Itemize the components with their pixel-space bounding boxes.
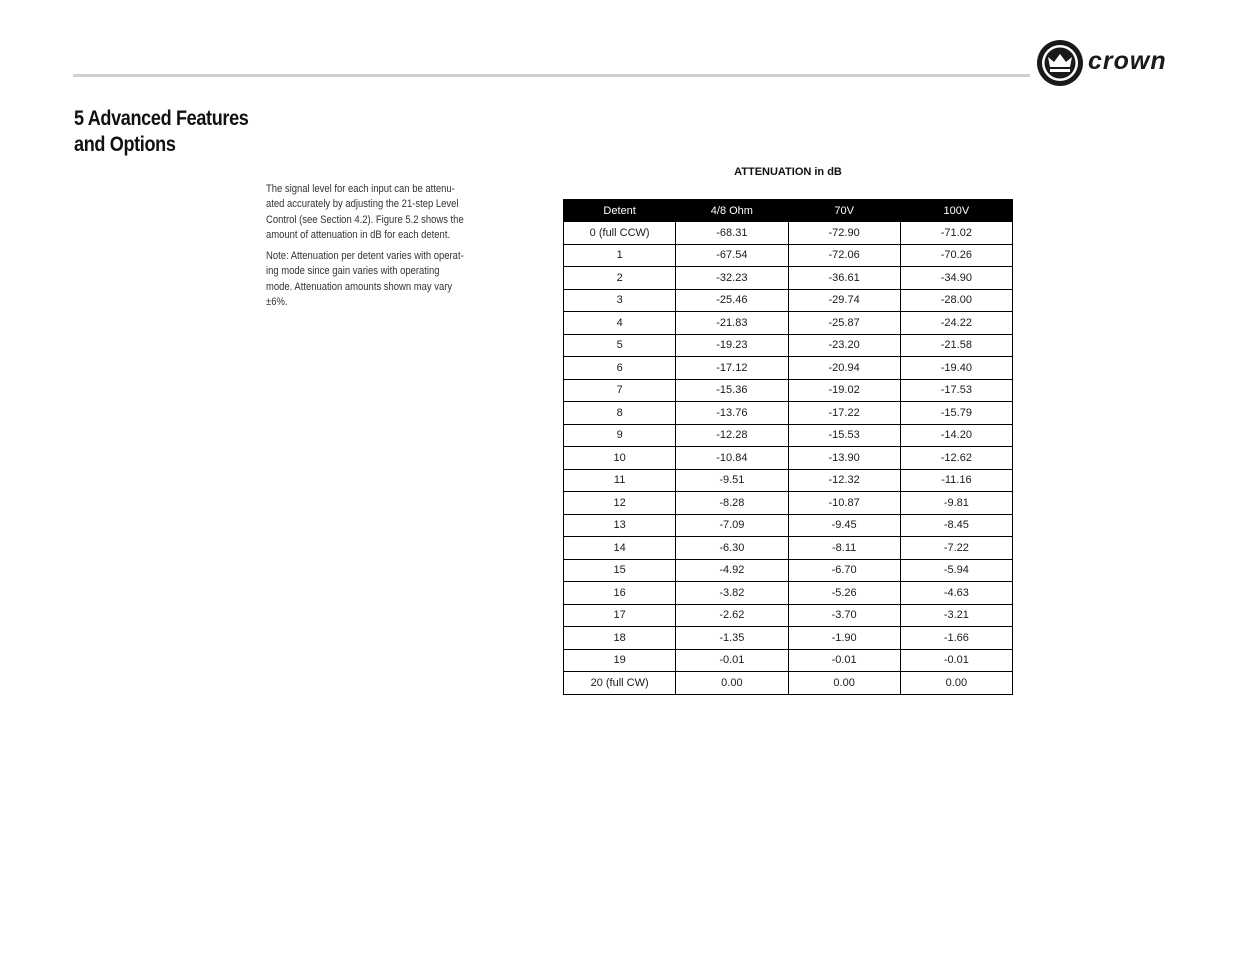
table-cell: -17.12 xyxy=(676,357,788,380)
intro-line: amount of attenuation in dB for each detent. xyxy=(266,228,451,241)
intro-paragraph xyxy=(266,182,468,243)
table-row xyxy=(564,424,1013,447)
intro-line: ated accurately by adjusting the 21-step Level xyxy=(266,198,459,211)
table-cell: -19.23 xyxy=(676,334,788,357)
table-cell: -4.92 xyxy=(676,559,788,582)
table-cell: -11.16 xyxy=(900,469,1012,492)
table-row xyxy=(564,469,1013,492)
column-header-100v: 100V xyxy=(900,200,1012,222)
table-cell: -1.35 xyxy=(676,627,788,650)
table-cell: -15.53 xyxy=(788,424,900,447)
table-cell: -23.20 xyxy=(788,334,900,357)
table-row xyxy=(564,514,1013,537)
crown-emblem-icon xyxy=(1036,39,1084,87)
table-cell: 11 xyxy=(564,469,676,492)
table-cell: -68.31 xyxy=(676,222,788,245)
table-cell: -12.32 xyxy=(788,469,900,492)
table-row xyxy=(564,537,1013,560)
table-row xyxy=(564,289,1013,312)
table-cell: -0.01 xyxy=(788,649,900,672)
table-cell: -25.46 xyxy=(676,289,788,312)
table-cell: -5.94 xyxy=(900,559,1012,582)
table-row xyxy=(564,447,1013,470)
table-cell: 2 xyxy=(564,267,676,290)
table-cell: -67.54 xyxy=(676,244,788,267)
table-cell: -6.70 xyxy=(788,559,900,582)
table-cell: 10 xyxy=(564,447,676,470)
table-body xyxy=(564,222,1013,695)
table-cell: 5 xyxy=(564,334,676,357)
column-header-70v: 70V xyxy=(788,200,900,222)
table-cell: -0.01 xyxy=(676,649,788,672)
table-cell: -9.81 xyxy=(900,492,1012,515)
table-cell: 0 (full CCW) xyxy=(564,222,676,245)
table-cell: -7.09 xyxy=(676,514,788,537)
table-cell: -13.90 xyxy=(788,447,900,470)
table-cell: -1.66 xyxy=(900,627,1012,650)
table-row xyxy=(564,244,1013,267)
table-row xyxy=(564,559,1013,582)
table-row xyxy=(564,312,1013,335)
table-cell: -12.62 xyxy=(900,447,1012,470)
note-line: ing mode since gain varies with operating xyxy=(266,265,440,278)
table-cell: -8.11 xyxy=(788,537,900,560)
table-row xyxy=(564,379,1013,402)
table-cell: 0.00 xyxy=(676,672,788,695)
table-cell: -8.28 xyxy=(676,492,788,515)
table-cell: -13.76 xyxy=(676,402,788,425)
table-cell: -3.21 xyxy=(900,604,1012,627)
table-caption: ATTENUATION in dB xyxy=(734,166,842,178)
crown-logo xyxy=(1036,39,1186,89)
table-cell: -2.62 xyxy=(676,604,788,627)
table-cell: -32.23 xyxy=(676,267,788,290)
table-row xyxy=(564,604,1013,627)
attenuation-table xyxy=(563,199,1013,695)
column-header-4-8-ohm: 4/8 Ohm xyxy=(676,200,788,222)
table-cell: 13 xyxy=(564,514,676,537)
column-header-detent: Detent xyxy=(564,200,676,222)
table-row xyxy=(564,334,1013,357)
table-header-row xyxy=(564,200,1013,222)
table-cell: 1 xyxy=(564,244,676,267)
table-cell: -25.87 xyxy=(788,312,900,335)
header-rule xyxy=(73,74,1030,77)
table-cell: -3.70 xyxy=(788,604,900,627)
table-row xyxy=(564,492,1013,515)
table-cell: -7.22 xyxy=(900,537,1012,560)
table-cell: 20 (full CW) xyxy=(564,672,676,695)
section-title-line2: and Options xyxy=(74,133,176,156)
table-cell: 16 xyxy=(564,582,676,605)
table-cell: 4 xyxy=(564,312,676,335)
table-cell: -72.06 xyxy=(788,244,900,267)
table-cell: -6.30 xyxy=(676,537,788,560)
table-cell: 3 xyxy=(564,289,676,312)
table-cell: -29.74 xyxy=(788,289,900,312)
table-cell: 17 xyxy=(564,604,676,627)
table-cell: -3.82 xyxy=(676,582,788,605)
brand-wordmark: crown xyxy=(1088,47,1167,75)
table-cell: -9.51 xyxy=(676,469,788,492)
table-cell: 15 xyxy=(564,559,676,582)
table-cell: 9 xyxy=(564,424,676,447)
table-cell: -9.45 xyxy=(788,514,900,537)
table-cell: -1.90 xyxy=(788,627,900,650)
table-cell: 7 xyxy=(564,379,676,402)
table-cell: -12.28 xyxy=(676,424,788,447)
table-cell: -0.01 xyxy=(900,649,1012,672)
intro-line: Control (see Section 4.2). Figure 5.2 shows the xyxy=(266,213,464,226)
table-cell: -72.90 xyxy=(788,222,900,245)
table-cell: -10.84 xyxy=(676,447,788,470)
table-cell: -21.58 xyxy=(900,334,1012,357)
table-row xyxy=(564,222,1013,245)
table-cell: -15.36 xyxy=(676,379,788,402)
intro-line: The signal level for each input can be attenu- xyxy=(266,183,455,195)
table-cell: 12 xyxy=(564,492,676,515)
table-cell: -14.20 xyxy=(900,424,1012,447)
table-cell: -71.02 xyxy=(900,222,1012,245)
table-cell: -28.00 xyxy=(900,289,1012,312)
table-cell: 0.00 xyxy=(788,672,900,695)
table-cell: -17.53 xyxy=(900,379,1012,402)
table-cell: 18 xyxy=(564,627,676,650)
table-cell: 0.00 xyxy=(900,672,1012,695)
table-cell: -70.26 xyxy=(900,244,1012,267)
note-line: Note: Attenuation per detent varies with operat- xyxy=(266,250,464,263)
table-cell: -19.40 xyxy=(900,357,1012,380)
table-row xyxy=(564,627,1013,650)
table-cell: -20.94 xyxy=(788,357,900,380)
table-cell: -4.63 xyxy=(900,582,1012,605)
note-paragraph xyxy=(266,249,468,310)
table-cell: -17.22 xyxy=(788,402,900,425)
table-row xyxy=(564,582,1013,605)
table-cell: -36.61 xyxy=(788,267,900,290)
table-cell: -34.90 xyxy=(900,267,1012,290)
table-row xyxy=(564,267,1013,290)
table-cell: 19 xyxy=(564,649,676,672)
note-line: ±6%. xyxy=(266,296,288,309)
table-row xyxy=(564,649,1013,672)
table-cell: 8 xyxy=(564,402,676,425)
body-text xyxy=(266,182,468,316)
table-cell: -15.79 xyxy=(900,402,1012,425)
table-cell: -8.45 xyxy=(900,514,1012,537)
table-cell: -24.22 xyxy=(900,312,1012,335)
table-cell: -10.87 xyxy=(788,492,900,515)
table-cell: 6 xyxy=(564,357,676,380)
section-title-line1: 5 Advanced Features xyxy=(74,107,249,130)
section-title xyxy=(74,106,248,158)
table-cell: -5.26 xyxy=(788,582,900,605)
table-cell: -21.83 xyxy=(676,312,788,335)
table-row xyxy=(564,402,1013,425)
table-cell: 14 xyxy=(564,537,676,560)
table-row xyxy=(564,357,1013,380)
table-row xyxy=(564,672,1013,695)
note-line: mode. Attenuation amounts shown may vary xyxy=(266,280,453,293)
table-cell: -19.02 xyxy=(788,379,900,402)
